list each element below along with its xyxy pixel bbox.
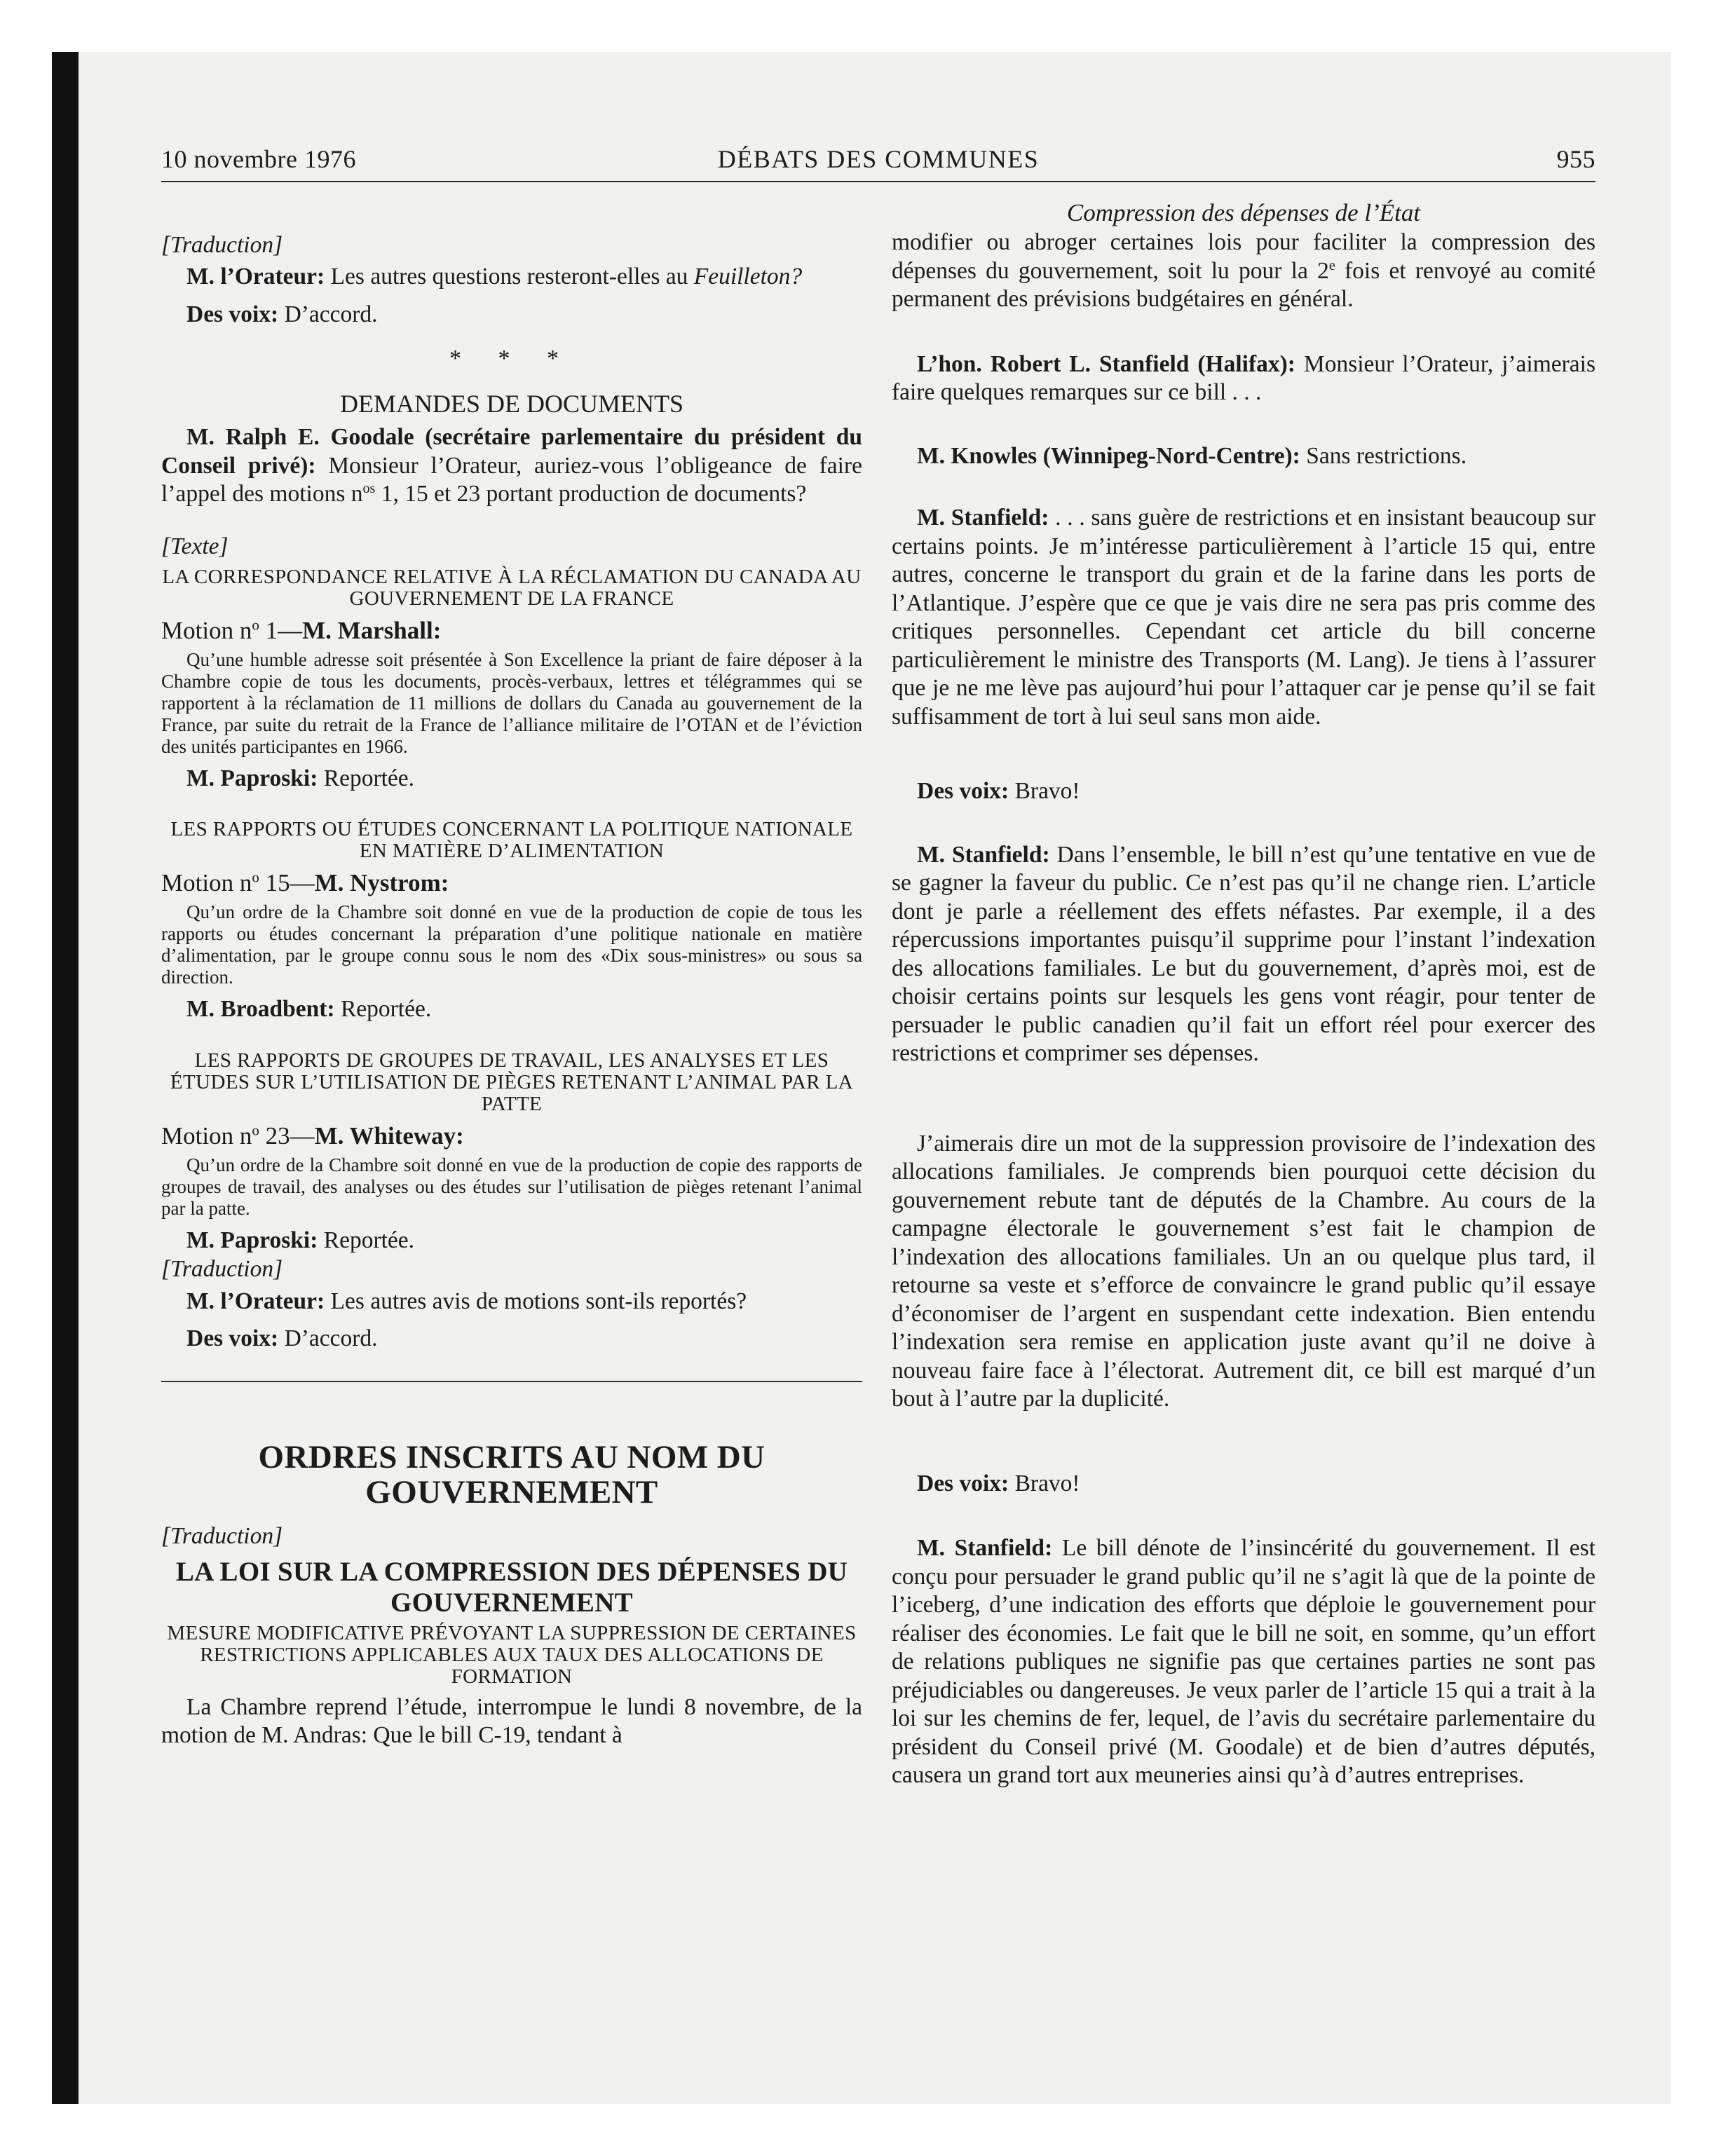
- speech-paragraph: [161, 301, 862, 329]
- header-title: DÉBATS DES COMMUNES: [717, 145, 1040, 173]
- speech-paragraph: [892, 442, 1595, 471]
- motion-text: Qu’une humble adresse soit présentée à Son Excellence la priant de faire déposer à la Chambre copie de tous les documents, procès-verbaux, lettres et télégrammes qui se rapportent à la réclamation de 11 millions de dollars du Canada au gouvernement de la France, par suite du retrait de la France de l’alliance militaire de l’OTAN et de l’éviction des unités participantes en 1966.: [161, 649, 862, 757]
- header-date: 10 novembre 1976: [161, 145, 356, 173]
- translation-tag: [Traduction]: [161, 1523, 283, 1549]
- speaker-name: L’hon. Robert L. Stanfield (Halifax):: [917, 350, 1295, 377]
- speech-paragraph: [892, 777, 1595, 806]
- speech-text: Sans restrictions.: [1306, 442, 1467, 469]
- motion-title: LA CORRESPONDANCE RELATIVE À LA RÉCLAMATION DU CANADA AU GOUVERNEMENT DE LA FRANCE: [162, 566, 862, 610]
- section-separator: * * *: [449, 345, 574, 371]
- superscript: o: [252, 1121, 259, 1139]
- speaker-name: M. l’Orateur:: [186, 263, 325, 289]
- speaker-name: M. Stanfield:: [917, 505, 1049, 531]
- speech-paragraph: [892, 1534, 1595, 1790]
- law-subheading: MESURE MODIFICATIVE PRÉVOYANT LA SUPPRESSION DE CERTAINES RESTRICTIONS APPLICABLES AUX TAUX DES ALLOCATIONS DE FORMATION: [167, 1621, 857, 1688]
- superscript: o: [252, 616, 259, 634]
- speaker-name: M. Knowles (Winnipeg-Nord-Centre):: [917, 442, 1300, 469]
- speaker-name: M. l’Orateur:: [186, 1288, 325, 1314]
- speaker-name: Des voix:: [186, 301, 279, 327]
- section-rule: [161, 1381, 862, 1382]
- section-heading: DEMANDES DE DOCUMENTS: [339, 390, 683, 418]
- motion-text: Qu’un ordre de la Chambre soit donné en vue de la production de copie de tous les rapports ou études concernant la préparation d’une politique nationale en matière d’alimentation, par le groupe connu sous le nom des «Dix sous-ministres» ou sous sa direction.: [161, 901, 862, 988]
- motion-number: 1—: [265, 617, 303, 644]
- speech-paragraph: La Chambre reprend l’étude, interrompue le lundi 8 novembre, de la motion de M. Andras: Que le bill C-19, tendant à: [161, 1693, 862, 1748]
- running-title: Compression des dépenses de l’État: [1066, 199, 1421, 226]
- speaker-name: M. Stanfield:: [917, 1535, 1053, 1561]
- motion-mover: M. Whiteway:: [314, 1122, 464, 1149]
- motion-number: 23—: [265, 1122, 315, 1149]
- speech-text: modifier ou abroger certaines lois pour faciliter la compression des dépenses du gouvernement, soit lu pour la 2: [892, 229, 1595, 284]
- speaker-name: Des voix:: [917, 778, 1009, 804]
- speech-paragraph: J’aimerais dire un mot de la suppression provisoire de l’indexation des allocations familiales. Je comprends bien pourquoi cette décision du gouvernement rebute tant de députés de la Chambre. Au cours de la campagne électorale le gouvernement s’est fait le champion de l’indexation des allocations familiales. Un an ou quelque plus tard, il retourne sa veste et s’efforce de convaincre le grand public qu’il essaye d’économiser de l’argent en suspendant cette indexation. Bien entendu l’indexation sera remise en application juste avant qu’il ne doive à nouveau faire face à l’électorat. Autrement dit, ce bill est marqué d’un bout à l’autre par la duplicité.: [892, 1130, 1595, 1412]
- motion-mover: M. Nystrom:: [314, 868, 449, 896]
- speech-text: Bravo!: [1014, 778, 1080, 804]
- translation-tag: [Traduction]: [161, 232, 283, 258]
- speech-text: Les autres avis de motions sont-ils reportés?: [330, 1288, 747, 1314]
- speech-text: Le bill dénote de l’insincérité du gouvernement. Il est conçu pour persuader le grand public qu’il ne s’agit là que de la pointe de l’iceberg, d’une indication des efforts que déploie le gouvernement pour réaliser des économies. Le fait que le bill ne soit, en somme, qu’un effort de relations publiques ne signifie pas que certaines parties ne sont pas préjudiciables ou dangereuses. Je veux parler de l’article 15 qui a trait à la loi sur les chemins de fer, lequel, de l’avis du secrétaire parlementaire du président du Conseil privé (M. Goodale) et de bien d’autres députés, causera un grand tort aux meuneries ainsi qu’à d’autres entreprises.: [892, 1535, 1596, 1788]
- speech-paragraph: [161, 423, 862, 509]
- speaker-name: M. Ralph E. Goodale (secrétaire parlementaire du président du Conseil privé):: [161, 424, 862, 479]
- header-rule: [161, 181, 1595, 182]
- speech-paragraph: [161, 1288, 862, 1316]
- speech-text: Reportée.: [340, 995, 432, 1022]
- page-number: 955: [1556, 145, 1595, 173]
- speaker-name: M. Stanfield:: [917, 841, 1050, 868]
- speech-paragraph: [161, 765, 862, 793]
- speech-text: D’accord.: [284, 301, 378, 327]
- speaker-name: M. Paproski:: [186, 765, 318, 791]
- speech-paragraph: [161, 263, 862, 292]
- speech-text: D’accord.: [284, 1325, 378, 1351]
- speech-text: Reportée.: [323, 1227, 415, 1253]
- translation-tag: [Traduction]: [161, 1255, 283, 1282]
- speech-paragraph: [892, 228, 1595, 314]
- superscript: e: [1328, 257, 1335, 273]
- motion-number-label: Motion n: [161, 1122, 252, 1149]
- right-column: [892, 199, 1595, 1790]
- speech-paragraph: [892, 1470, 1595, 1499]
- speech-text: Reportée.: [323, 765, 415, 791]
- motion-heading: [161, 617, 862, 645]
- speech-text: . . . sans guère de restrictions et en insistant beaucoup sur certains points. Je m’intéresse particulièrement à l’article 15 qui, entre autres, concerne le transport du grain et de la farine dans les ports de l’Atlantique. J’espère que ce que je vais dire ne sera pas pris comme des critiques personnelles. Cependant cet article du bill concerne particulièrement le ministre des Transports (M. Lang). Je tiens à l’assurer que je ne me lève pas aujourd’hui pour l’attaquer car je pense qu’il se fait suffisamment de tort à lui seul sans mon aide.: [892, 505, 1595, 730]
- speaker-name: M. Paproski:: [186, 1227, 318, 1253]
- page-header: [161, 144, 1595, 181]
- speech-text: Monsieur l’Orateur, j’aimerais faire quelques remarques sur ce bill . . .: [892, 350, 1596, 405]
- speech-text: Monsieur l’Orateur, auriez-vous l’obligeance de faire l’appel des motions n: [161, 452, 863, 507]
- motion-number-label: Motion n: [161, 868, 252, 896]
- motion-title: LES RAPPORTS OU ÉTUDES CONCERNANT LA POLITIQUE NATIONALE EN MATIÈRE D’ALIMENTATION: [170, 817, 853, 862]
- speech-text: 1, 15 et 23 portant production de documents?: [381, 481, 807, 507]
- superscript: os: [362, 480, 376, 496]
- law-heading: LA LOI SUR LA COMPRESSION DES DÉPENSES DU GOUVERNEMENT: [175, 1556, 848, 1618]
- speech-text-italic: Feuilleton?: [693, 263, 803, 289]
- speaker-name: M. Broadbent:: [186, 995, 335, 1022]
- speech-paragraph: [892, 841, 1595, 1068]
- speech-paragraph: [161, 995, 862, 1024]
- speaker-name: Des voix:: [186, 1325, 279, 1351]
- speaker-name: Des voix:: [917, 1470, 1009, 1496]
- speech-text: Bravo!: [1014, 1470, 1080, 1496]
- motion-number: 15—: [265, 868, 315, 896]
- speech-paragraph: [161, 1227, 862, 1255]
- motion-heading: [161, 1122, 862, 1150]
- speech-text: Les autres questions resteront-elles au: [330, 263, 688, 289]
- motion-heading: [161, 869, 862, 897]
- speech-paragraph: [892, 504, 1595, 731]
- superscript: o: [252, 868, 259, 885]
- motion-number-label: Motion n: [161, 617, 252, 644]
- orders-heading: ORDRES INSCRITS AU NOM DU GOUVERNEMENT: [258, 1439, 766, 1510]
- motion-title: LES RAPPORTS DE GROUPES DE TRAVAIL, LES ANALYSES ET LES ÉTUDES SUR L’UTILISATION DE PIÈGES RETENANT L’ANIMAL PAR LA PATTE: [170, 1049, 854, 1115]
- speech-text: fois et renvoyé au comité permanent des prévisions budgétaires en général.: [892, 257, 1595, 312]
- speech-paragraph: [161, 1325, 862, 1353]
- motion-mover: M. Marshall:: [302, 617, 442, 644]
- speech-paragraph: [892, 350, 1595, 407]
- speech-text: Dans l’ensemble, le bill n’est qu’une tentative en vue de se gagner la faveur du public. Ce n’est pas qu’il ne change rien. L’article dont je parle a réellement des effets néfastes. Par exemple, il a des répercussions importantes puisqu’il supprime pour l’instant l’indexation des allocations familiales. Le but du gouvernement, d’après moi, est de choisir certains points sur lesquels les gens vont réagir, pour tenter de persuader le public canadien qu’il fait un effort réel pour exercer des restrictions et comprimer ses dépenses.: [892, 841, 1596, 1066]
- left-column: [161, 231, 862, 1750]
- text-tag: [Texte]: [161, 533, 229, 559]
- motion-text: Qu’un ordre de la Chambre soit donné en vue de la production de copie des rapports de groupes de travail, des analyses ou des études sur l’utilisation de pièges retenant l’animal par la patte.: [161, 1154, 862, 1219]
- book-spine-edge: [52, 52, 79, 2104]
